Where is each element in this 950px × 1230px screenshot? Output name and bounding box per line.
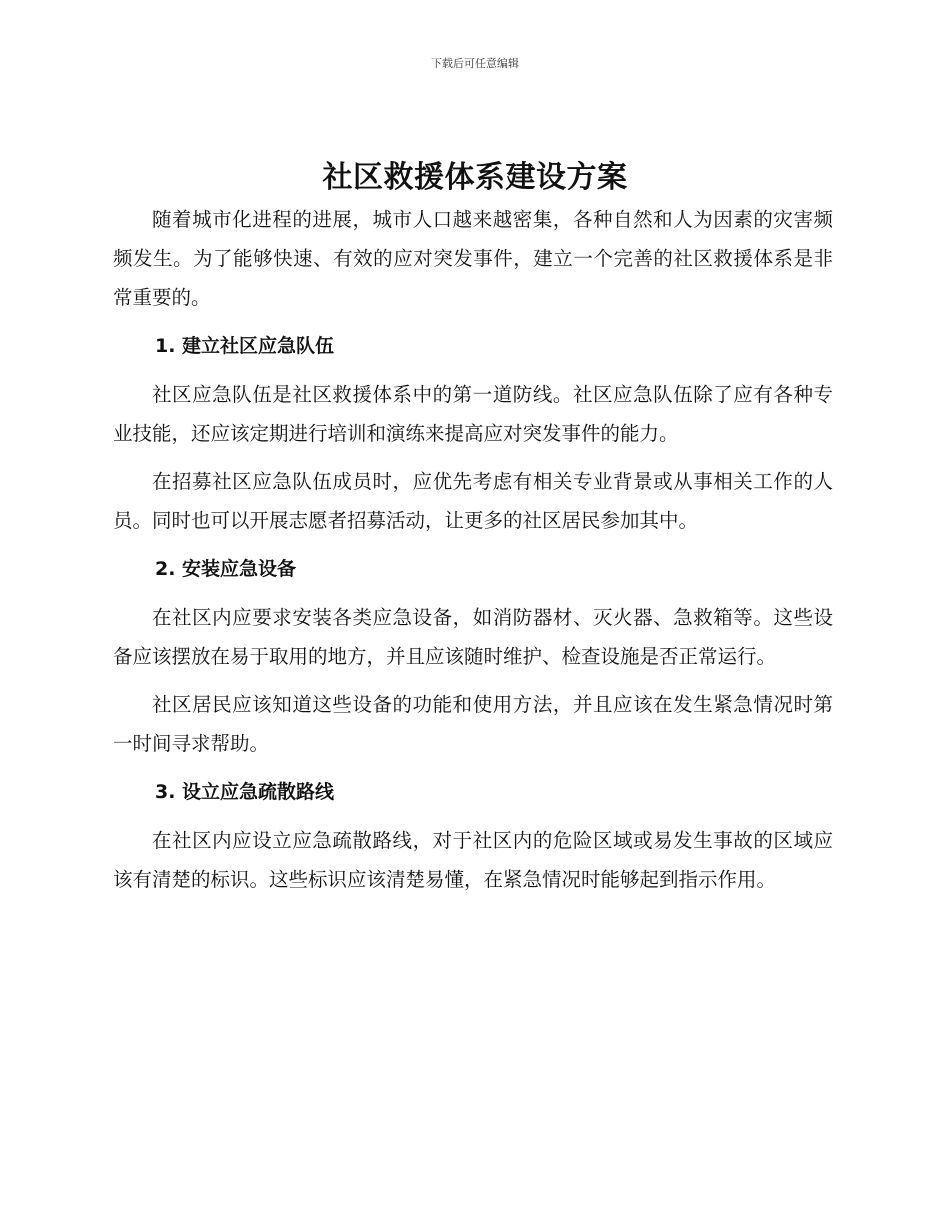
document-body <box>113 200 833 908</box>
section-heading-2: 2. 安装应急设备 <box>155 558 297 580</box>
page-header-note: 下载后可任意编辑 <box>431 57 519 70</box>
section-2-paragraph-2: 社区居民应该知道这些设备的功能和使用方法，并且应该在发生紧急情况时第一时间寻求帮助。 <box>113 693 833 755</box>
section-3-paragraph-1: 在社区内应设立应急疏散路线，对于社区内的危险区域或易发生事故的区域应该有清楚的标识。这些标识应该清楚易懂，在紧急情况时能够起到指示作用。 <box>113 829 833 891</box>
section-2-paragraph-1: 在社区内应要求安装各类应急设备，如消防器材、灭火器、急救箱等。这些设备应该摆放在易于取用的地方，并且应该随时维护、检查设施是否正常运行。 <box>113 606 833 668</box>
section-heading-3: 3. 设立应急疏散路线 <box>155 781 335 803</box>
document-title: 社区救援体系建设方案 <box>322 160 628 195</box>
section-heading-1: 1. 建立社区应急队伍 <box>155 335 335 357</box>
section-1-paragraph-1: 社区应急队伍是社区救援体系中的第一道防线。社区应急队伍除了应有各种专业技能，还应该定期进行培训和演练来提高应对突发事件的能力。 <box>113 383 833 445</box>
section-1-paragraph-2: 在招募社区应急队伍成员时，应优先考虑有相关专业背景或从事相关工作的人员。同时也可以开展志愿者招募活动，让更多的社区居民参加其中。 <box>113 470 833 532</box>
intro-paragraph: 随着城市化进程的进展，城市人口越来越密集，各种自然和人为因素的灾害频频发生。为了能够快速、有效的应对突发事件，建立一个完善的社区救援体系是非常重要的。 <box>113 208 833 309</box>
